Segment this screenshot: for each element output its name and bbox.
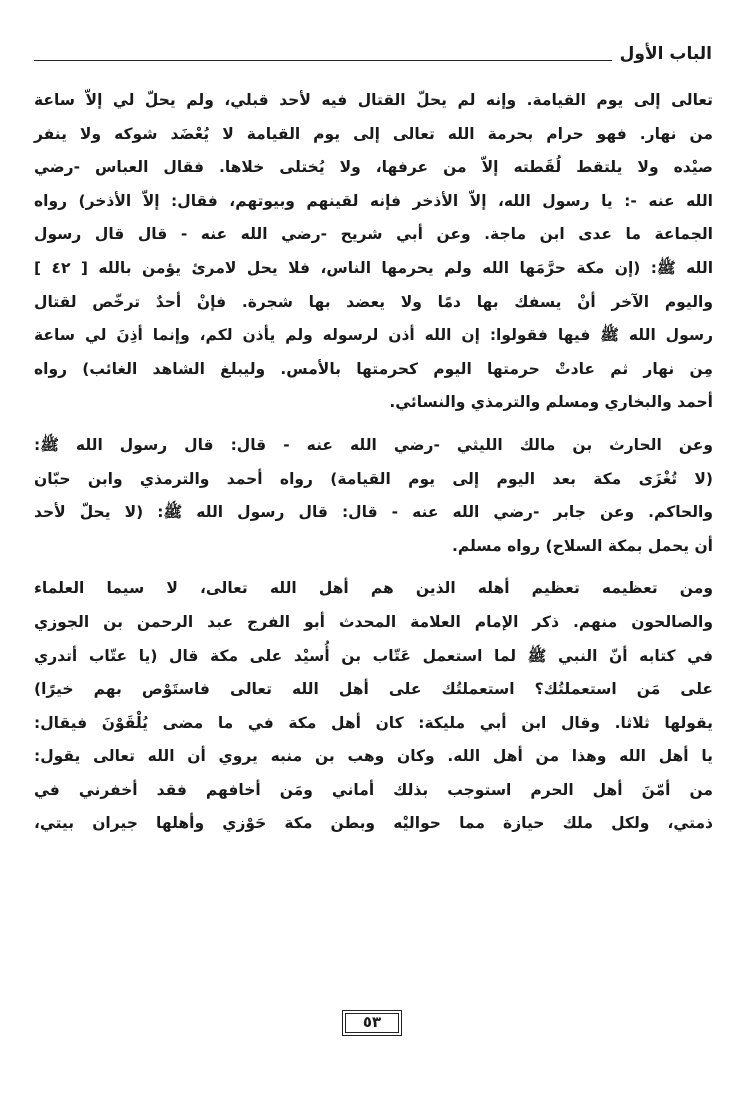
chapter-title: الباب الأول — [612, 40, 712, 68]
text-line: من نهار. فهو حرام بحرمة الله تعالى إلى يوم القيامة لا يُعْضَد شوكه ولا ينفر — [34, 124, 713, 143]
text-line: الجماعة ما عدى ابن ماجة. وعن أبي شريح -رضي الله عنه - قال قال رسول — [34, 225, 713, 244]
text-line: (لا تُغْزَى مكة بعد اليوم إلى يوم القيامة) رواه أحمد والترمذي وابن حبّان — [34, 469, 713, 488]
text-line: أن يحمل بمكة السلاح) رواه مسلم. — [451, 536, 713, 555]
text-line: على مَن استعملتُك؟ استعملتُك على أهل الله تعالى فاستَوْص بهم خيرًا) — [34, 680, 713, 699]
text-line: وعن الحارث بن مالك الليثي -رضي الله عنه - قال: قال رسول الله ﷺ: — [34, 435, 713, 454]
paragraph-1 — [34, 84, 713, 420]
text-line: مِن نهار ثم عادتْ حرمتها اليوم كحرمتها بالأمس. وليبلغ الشاهد الغائب) رواه — [34, 359, 713, 378]
header-rule — [34, 60, 614, 61]
text-line: والحاكم. وعن جابر -رضي الله عنه - قال: قال رسول الله ﷺ: (لا يحلّ لأحد — [34, 503, 713, 522]
running-header — [34, 40, 712, 68]
text-line: والصالحون منهم. ذكر الإمام العلامة المحدث أبو الفرج عبد الرحمن بن الجوزي — [34, 612, 713, 631]
text-line: من أمّنَ أهل الحرم استوجب بذلك أماني ومَن أخافهم فقد أخفرني في — [34, 780, 713, 799]
page-body — [34, 84, 713, 841]
text-line: تعالى إلى يوم القيامة. وإنه لم يحلّ القتال فيه لأحد قبلي، ولم يحلّ لي إلاّ ساعة — [34, 91, 713, 109]
text-line: يا أهل الله وهذا من أهل الله. وكان وهب بن منبه يروي أن الله تعالى يقول: — [34, 747, 713, 766]
text-line: في كتابه أنّ النبي ﷺ لما استعمل عَتّاب بن أُسيْد على مكة قال (يا عتّاب أتدري — [34, 646, 713, 665]
paragraph-3 — [34, 572, 713, 841]
text-line: صيْده ولا يلتقط لُقَطته إلاّ من عرفها، ولا يُختلى خلاها. فقال العباس -رضي — [34, 158, 713, 177]
text-line: رسول الله ﷺ فيها فقولوا: إن الله أذن لرسوله ولم يأذن لكم، وإنما أذِنَ لي ساعة — [34, 326, 713, 345]
paragraph-2 — [34, 429, 713, 563]
text-line: الله عنه -: يا رسول الله، إلاّ الأذخر فإنه لقينهم وبيوتهم، فقال: إلاّ الأذخر) رواه — [34, 191, 713, 210]
text-line: أحمد والبخاري ومسلم والترمذي والنسائي. — [389, 393, 713, 412]
text-line: الله ﷺ: (إن مكة حرَّمَها الله ولم يحرمها الناس، فلا يحل لامرئ يؤمن بالله [ ٤٢ ] — [34, 258, 714, 277]
text-line: ومن تعظيمه تعظيم أهله الذين هم أهل الله تعالى، لا سيما العلماء — [34, 579, 713, 598]
text-line: واليوم الآخر أنْ يسفك بها دمًا ولا يعضد بها شجرة. فإنْ أحدٌ ترخّص لقتال — [34, 292, 713, 311]
text-line: يقولها ثلاثا. وقال ابن أبي مليكة: كان أهل مكة في ما مضى يُلْقَوْنَ فيقال: — [34, 713, 713, 732]
page-number: ٥٣ — [342, 1010, 402, 1036]
text-line: ذمتي، ولكل ملك حيازة مما حواليْه وبطن مكة حَوْزي وأهلها جيران بيتي، — [34, 814, 713, 833]
